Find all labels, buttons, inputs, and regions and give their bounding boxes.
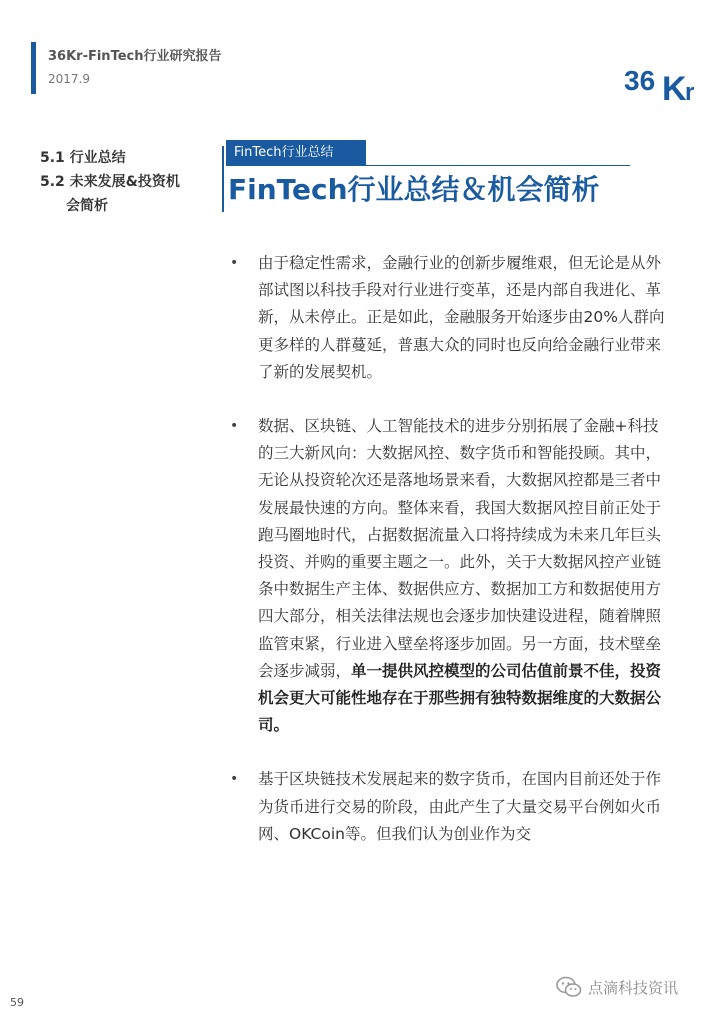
content-body <box>228 250 668 875</box>
report-title: 36Kr-FinTech行业研究报告 <box>48 49 222 64</box>
bullet-dot: • <box>230 418 239 435</box>
bullet-dot: • <box>230 771 239 788</box>
svg-text:K: K <box>662 70 687 102</box>
wechat-icon <box>556 976 582 998</box>
toc-item-5-2-cont[interactable]: 会简析 <box>66 198 108 214</box>
table-of-contents <box>40 146 220 218</box>
section-tag: FinTech行业总结 <box>226 140 366 165</box>
toc-item-5-1[interactable]: 5.1 行业总结 <box>40 150 126 166</box>
bullet-item <box>228 250 668 386</box>
section-rule <box>226 165 630 166</box>
page-number: 59 <box>10 996 24 1009</box>
bullet-text: 数据、区块链、人工智能技术的进步分别拓展了金融+科技的三大新风向：大数据风控、数字货币和智能投顾。其中，无论从投资轮次还是落地场景来看，大数据风控都是三者中发展最快速的方向。整体来看，我国大数据风控目前正处于跑马圈地时代，占据数据流量入口将持续成为未来几年巨头投资、并购的重要主题之一。此外，关于大数据风控产业链条中数据生产主体、数据供应方、数据加工方和数据使用方四大部分，相关法律法规也会逐步加快建设进程，随着牌照监管束紧，行业进入壁垒将逐步加固。另一方面，技术壁垒会逐步减弱， <box>258 417 662 680</box>
36kr-logo <box>622 56 702 102</box>
watermark-text: 点滴科技资讯 <box>588 978 679 997</box>
bullet-text: 基于区块链技术发展起来的数字货币，在国内目前还处于作为货币进行交易的阶段，由此产生了大量交易平台例如火币网、OKCoin等。但我们认为创业作为交 <box>258 770 662 843</box>
watermark <box>556 975 678 999</box>
report-date: 2017.9 <box>48 72 90 86</box>
toc-item-5-2[interactable]: 5.2 未来发展&投资机 <box>40 174 180 190</box>
bullet-bold-text: 单一提供风控模型的公司估值前景不佳，投资机会更大可能性地存在于那些拥有独特数据维度的大数据公司。 <box>258 661 662 735</box>
bullet-item <box>228 413 668 739</box>
toc-divider <box>222 146 224 212</box>
bullet-item <box>228 766 668 848</box>
bullet-text: 由于稳定性需求，金融行业的创新步履维艰，但无论是从外部试图以科技手段对行业进行变革，还是内部自我进化、革新，从未停止。正是如此，金融服务开始逐步由20%人群向更多样的人群蔓延，普惠大众的同时也反向给金融行业带来了新的发展契机。 <box>258 254 665 381</box>
bullet-dot: • <box>230 255 239 271</box>
svg-text:36: 36 <box>624 65 656 96</box>
header-accent-bar <box>31 42 36 94</box>
svg-text:r: r <box>685 79 695 102</box>
page-title: FinTech行业总结＆机会简析 <box>228 173 600 206</box>
